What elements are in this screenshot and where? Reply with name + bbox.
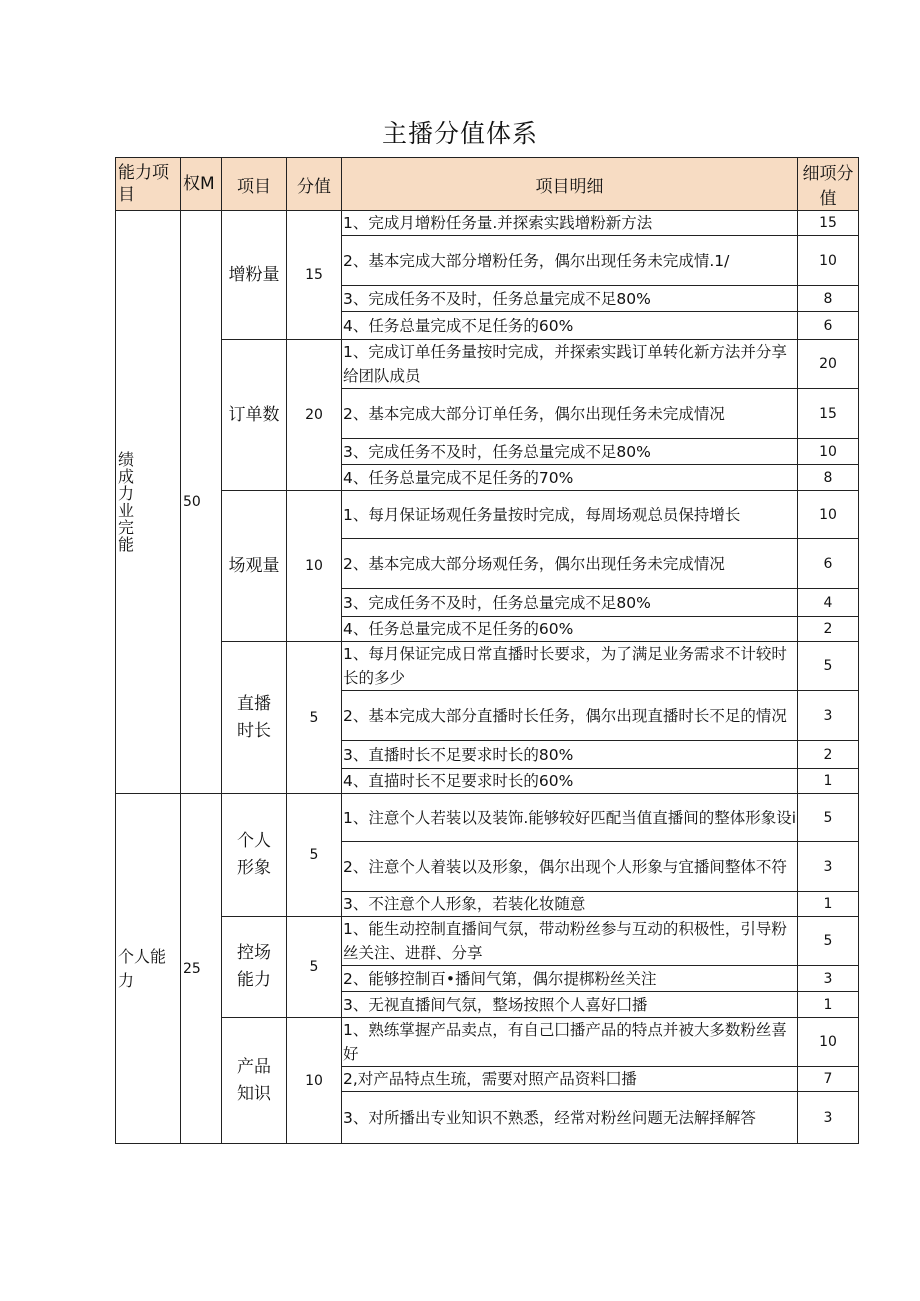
item-name: 直播时长 (222, 642, 287, 794)
sub-score: 5 (798, 642, 859, 691)
sub-score: 10 (798, 439, 859, 465)
header-sub-score: 细项分值 (798, 158, 859, 211)
page-title: 主播分值体系 (381, 119, 538, 148)
item-score: 15 (287, 211, 342, 340)
header-item: 项目 (222, 158, 287, 211)
detail-text: 2、基本完成大部分订单任务，偶尔出现任务未完成情况 (342, 389, 798, 439)
sub-score: 20 (798, 340, 859, 389)
item-name: 产品知识 (222, 1018, 287, 1144)
detail-text: 3、直播时长不足要求时长的80% (342, 741, 798, 769)
detail-text: 3、对所播出专业知识不熟悉，经常对粉丝问题无法解择解答 (342, 1092, 798, 1144)
detail-text: 1、注意个人若装以及装饰.能够较好匹配当值直播间的整体形象设i (342, 794, 798, 842)
sub-score: 4 (798, 589, 859, 617)
sub-score: 3 (798, 966, 859, 992)
sub-score: 8 (798, 286, 859, 312)
item-score: 5 (287, 917, 342, 1018)
header-ability: 能力项目 (116, 158, 181, 211)
detail-text: 2、注意个人着装以及形象，偶尔出现个人形象与宜播间整体不符 (342, 842, 798, 892)
ability-category-label: 绩成力业完能 (118, 450, 135, 554)
table-row (116, 917, 859, 966)
table-row (116, 340, 859, 389)
item-score: 20 (287, 340, 342, 491)
item-name: 控场能力 (222, 917, 287, 1018)
sub-score: 10 (798, 1018, 859, 1067)
detail-text: 4、任务总量完成不足任务的70% (342, 465, 798, 491)
sub-score: 2 (798, 741, 859, 769)
sub-score: 1 (798, 892, 859, 917)
sub-score: 6 (798, 539, 859, 589)
sub-score: 3 (798, 1092, 859, 1144)
detail-text: 2、基本完成大部分增粉任务，偶尔出现任务未完成情.1/ (342, 236, 798, 286)
sub-score: 6 (798, 312, 859, 340)
detail-text: 1、完成月增粉任务量.并探索实践增粉新方法 (342, 211, 798, 236)
sub-score: 8 (798, 465, 859, 491)
detail-text: 1、熟练掌握产品卖点，有自己囗播产品的特点并被大多数粉丝喜好 (342, 1018, 798, 1067)
item-name: 个人形象 (222, 794, 287, 917)
weight-value: 25 (181, 794, 222, 1144)
sub-score: 2 (798, 617, 859, 642)
sub-score: 15 (798, 389, 859, 439)
header-row (116, 158, 859, 211)
detail-text: 3、完成任务不及时，任务总量完成不足80% (342, 439, 798, 465)
sub-score: 10 (798, 236, 859, 286)
header-score: 分值 (287, 158, 342, 211)
detail-text: 3、无视直播间气氛，整场按照个人喜好囗播 (342, 992, 798, 1018)
sub-score: 10 (798, 491, 859, 539)
table-row (116, 1018, 859, 1067)
table-row (116, 794, 859, 842)
detail-text: 4、任务总量完成不足任务的60% (342, 312, 798, 340)
detail-text: 4、任务总量完成不足任务的60% (342, 617, 798, 642)
ability-category: 个人能力 (116, 794, 181, 1144)
item-score: 5 (287, 794, 342, 917)
item-name: 场观量 (222, 491, 287, 642)
sub-score: 5 (798, 917, 859, 966)
item-score: 10 (287, 1018, 342, 1144)
item-name: 增粉量 (222, 211, 287, 340)
detail-text: 2、基本完成大部分直播时长任务，偶尔出现直播时长不足的情况 (342, 691, 798, 741)
sub-score: 1 (798, 769, 859, 794)
detail-text: 1、每月保证场观任务量按时完成，每周场观总员保持增长 (342, 491, 798, 539)
detail-text: 2,对产品特点生琉，需要对照产品资料囗播 (342, 1067, 798, 1092)
table-row (116, 211, 859, 236)
item-score: 10 (287, 491, 342, 642)
sub-score: 7 (798, 1067, 859, 1092)
detail-text: 1、完成订单任务量按时完成，并探索实践订单转化新方法并分享给团队成员 (342, 340, 798, 389)
item-name: 订单数 (222, 340, 287, 491)
header-weight: 权M (181, 158, 222, 211)
detail-text: 3、完成任务不及时，任务总量完成不足80% (342, 589, 798, 617)
table-body (116, 211, 859, 1144)
detail-text: 4、直描时长不足要求时长的60% (342, 769, 798, 794)
ability-category (116, 211, 181, 794)
detail-text: 1、每月保证完成日常直播时长要求，为了满足业务需求不计较时长的多少 (342, 642, 798, 691)
detail-text: 2、能够控制百•播间气第，偶尔提梆粉丝关注 (342, 966, 798, 992)
sub-score: 5 (798, 794, 859, 842)
item-score: 5 (287, 642, 342, 794)
sub-score: 3 (798, 842, 859, 892)
detail-text: 2、基本完成大部分场观任务，偶尔出现任务未完成情况 (342, 539, 798, 589)
detail-text: 3、完成任务不及时，任务总量完成不足80% (342, 286, 798, 312)
sub-score: 15 (798, 211, 859, 236)
table-row (116, 491, 859, 539)
sub-score: 3 (798, 691, 859, 741)
sub-score: 1 (798, 992, 859, 1018)
detail-text: 1、能生动控制直播间气氛，带动粉丝参与互动的积极性，引导粉丝关注、进群、分享 (342, 917, 798, 966)
table-row (116, 642, 859, 691)
detail-text: 3、不注意个人形象，若装化妆随意 (342, 892, 798, 917)
header-detail: 项目明细 (342, 158, 798, 211)
score-table (115, 157, 859, 1144)
weight-value: 50 (181, 211, 222, 794)
